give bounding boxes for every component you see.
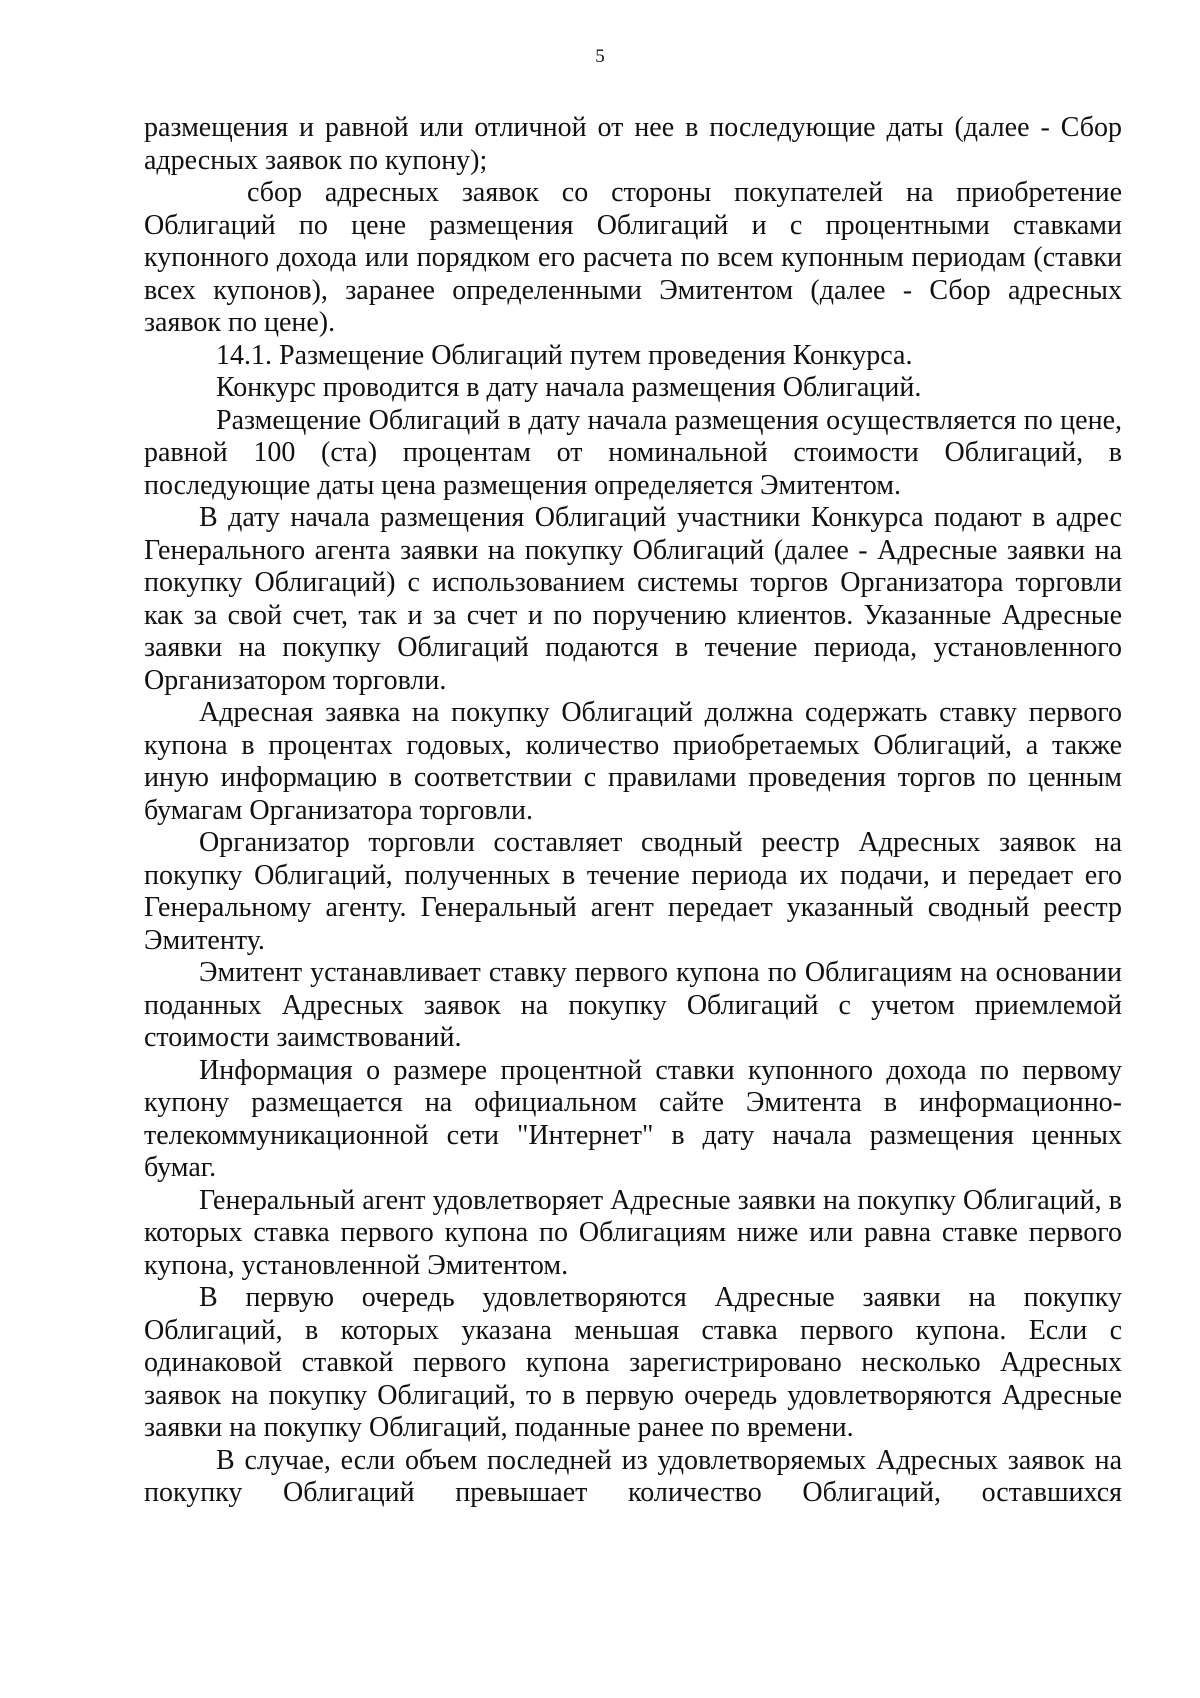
- section-heading: 14.1. Размещение Облигаций путем проведения Конкурса.: [216, 339, 913, 371]
- paragraph: сбор адресных заявок со стороны покупателей на приобретение Облигаций по цене размещения Облигаций и с процентными ставками купонного дохода или порядком его расчета по всем купонным периодам (ставки всех купонов), заранее определенными Эмитентом (далее - Сбор адресных заявок по цене).: [144, 177, 1122, 338]
- paragraph: В первую очередь удовлетворяются Адресные заявки на покупку Облигаций, в которых указана меньшая ставка первого купона. Если с одинаковой ставкой первого купона зарегистрировано несколько Адресных заявок на покупку Облигаций, то в первую очередь удовлетворяются Адресные заявки на покупку Облигаций, поданные ранее по времени.: [144, 1282, 1122, 1443]
- paragraph: Генеральный агент удовлетворяет Адресные заявки на покупку Облигаций, в которых ставка первого купона по Облигациям ниже или равна ставке первого купона, установленной Эмитентом.: [144, 1184, 1122, 1281]
- paragraph: Адресная заявка на покупку Облигаций должна содержать ставку первого купона в процентах годовых, количество приобретаемых Облигаций, а также иную информацию в соответствии с правилами проведения торгов по ценным бумагам Организатора торговли.: [144, 697, 1122, 826]
- paragraph: Организатор торговли составляет сводный реестр Адресных заявок на покупку Облигаций, полученных в течение периода их подачи, и передает его Генеральному агенту. Генеральный агент передает указанный сводный реестр Эмитенту.: [144, 827, 1122, 956]
- page-number: 5: [595, 46, 605, 67]
- paragraph: Информация о размере процентной ставки купонного дохода по первому купону размещается на официальном сайте Эмитента в информационно-телекоммуникационной сети "Интернет" в дату начала размещения ценных бумаг.: [144, 1054, 1122, 1183]
- paragraph: В случае, если объем последней из удовлетворяемых Адресных заявок на покупку Облигаций превышает количество Облигаций, оставшихся: [144, 1444, 1122, 1508]
- paragraph: Конкурс проводится в дату начала размещения Облигаций.: [216, 372, 922, 403]
- paragraph: Размещение Облигаций в дату начала размещения осуществляется по цене, равной 100 (ста) процентам от номинальной стоимости Облигаций, в последующие даты цена размещения определяется Эмитентом.: [144, 404, 1122, 501]
- paragraph: Эмитент устанавливает ставку первого купона по Облигациям на основании поданных Адресных заявок на покупку Облигаций с учетом приемлемой стоимости заимствований.: [144, 957, 1122, 1053]
- paragraph: размещения и равной или отличной от нее в последующие даты (далее - Сбор адресных заявок по купону);: [144, 112, 1122, 176]
- document-body: [144, 112, 1122, 1510]
- paragraph: В дату начала размещения Облигаций участники Конкурса подают в адрес Генерального агента заявки на покупку Облигаций (далее - Адресные заявки на покупку Облигаций) с использованием системы торгов Организатора торговли как за свой счет, так и за счет и по поручению клиентов. Указанные Адресные заявки на покупку Облигаций подаются в течение периода, установленного Организатором торговли.: [144, 502, 1122, 696]
